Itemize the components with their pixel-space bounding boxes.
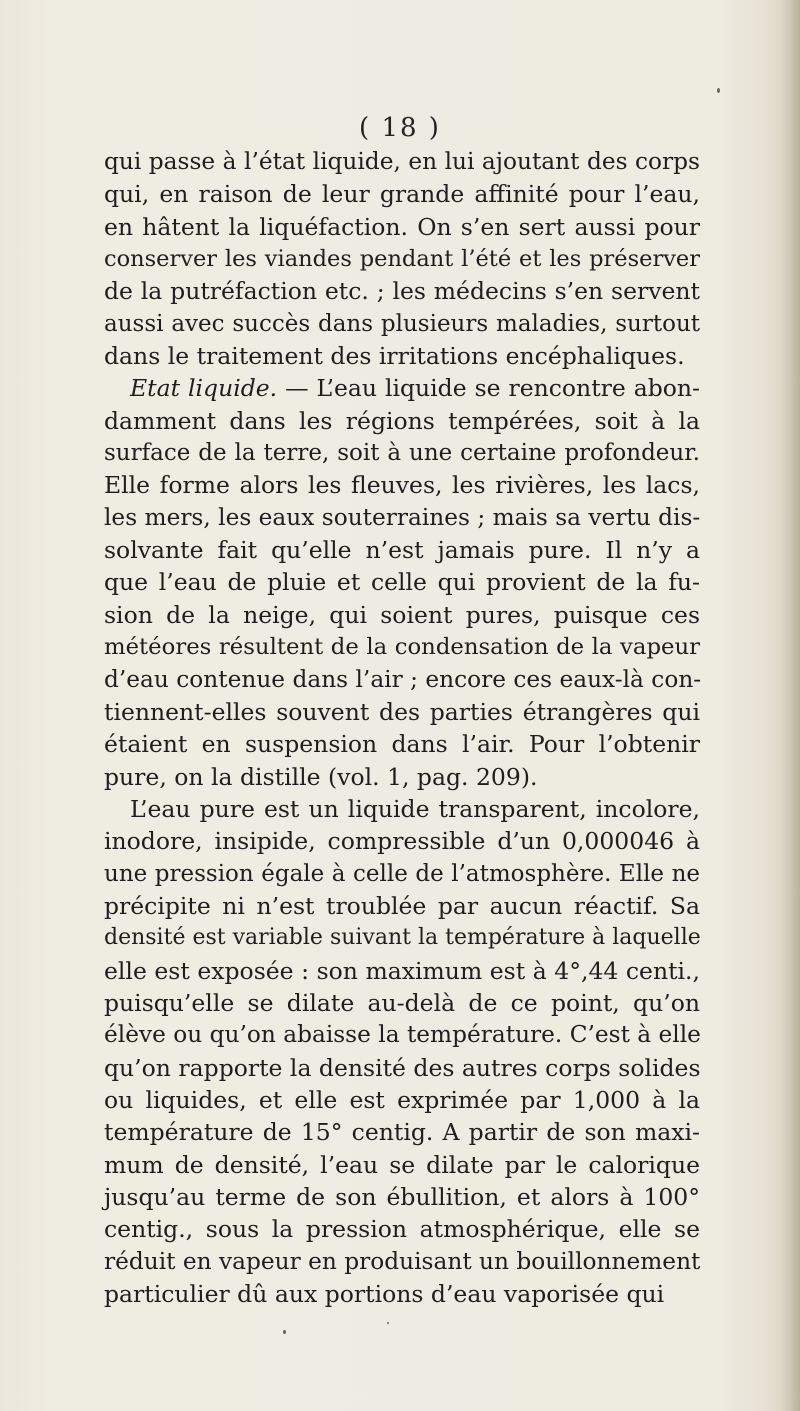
text-line: en hâtent la liquéfaction. On s’en sert aussi pour [104, 212, 700, 241]
text-line [104, 372, 700, 404]
text-line: précipite ni n’est troublée par aucun réactif. Sa [104, 891, 700, 920]
text-line: elle est exposée : son maximum est à 4°,44 centi., [104, 956, 700, 985]
text-line: damment dans les régions tempérées, soit à la [104, 406, 700, 435]
text-line: météores résultent de la condensation de la vapeur [104, 634, 700, 661]
text-line: densité est variable suivant la température à laquelle [104, 925, 701, 951]
paper-speck [283, 1330, 286, 1334]
text-line: ou liquides, et elle est exprimée par 1,000 à la [104, 1085, 700, 1114]
text-line: pure, on la distille (vol. 1, pag. 209). [104, 762, 538, 791]
text-line: qui, en raison de leur grande affinité pour l’eau, [104, 180, 700, 209]
body-text [104, 146, 700, 1310]
text-line: Elle forme alors les fleuves, les rivières, les lacs, [104, 471, 700, 500]
text-line: les mers, les eaux souterraines ; mais sa vertu dis- [104, 503, 701, 531]
page-edge-shadow [782, 0, 800, 1411]
text-line: particulier dû aux portions d’eau vaporisée qui [104, 1280, 665, 1309]
text-line: mum de densité, l’eau se dilate par le calorique [104, 1150, 700, 1179]
text-line: tiennent-elles souvent des parties étrangères qui [104, 697, 700, 726]
text-line: d’eau contenue dans l’air ; encore ces eaux-là con- [104, 665, 702, 693]
text-line: que l’eau de pluie et celle qui provient de la fu- [104, 568, 700, 597]
text-line: une pression égale à celle de l’atmosphère. Elle ne [104, 860, 700, 887]
text-line: aussi avec succès dans plusieurs maladies, surtout [104, 310, 700, 337]
text-line: sion de la neige, qui soient pures, puisque ces [104, 600, 700, 629]
paper-speck [387, 1322, 389, 1324]
text-line: conserver les viandes pendant l’été et les préserver [104, 246, 700, 273]
section-heading: Etat liquide. [130, 374, 278, 403]
line-text: — L’eau liquide se rencontre abon- [277, 374, 700, 403]
text-line: jusqu’au terme de son ébullition, et alors à 100° [104, 1183, 700, 1211]
text-line: inodore, insipide, compressible d’un 0,000046 à [104, 827, 700, 856]
text-line: de la putréfaction etc. ; les médecins s’en servent [104, 277, 700, 306]
text-line: élève ou qu’on abaisse la température. C’est à elle [104, 1021, 701, 1049]
text-line: puisqu’elle se dilate au-delà de ce point, qu’on [104, 988, 700, 1017]
text-line: qui passe à l’état liquide, en lui ajoutant des corps [104, 148, 700, 175]
text-line: qu’on rapporte la densité des autres corps solides [104, 1053, 701, 1082]
text-line: centig., sous la pression atmosphérique, elle se [104, 1215, 700, 1244]
text-line: température de 15° centig. A partir de son maxi- [104, 1118, 700, 1147]
text-line: étaient en suspension dans l’air. Pour l’obtenir [104, 730, 700, 759]
paper-speck [717, 88, 720, 93]
text-line: solvante fait qu’elle n’est jamais pure. Il n’y a [104, 536, 700, 565]
text-line: surface de la terre, soit à une certaine profondeur. [104, 440, 700, 467]
page-number: ( 18 ) [359, 113, 441, 143]
text-line: L’eau pure est un liquide transparent, incolore, [130, 794, 700, 823]
text-line: dans le traitement des irritations encéphaliques. [104, 342, 685, 371]
text-line: réduit en vapeur en produisant un bouillonnement [104, 1247, 701, 1275]
